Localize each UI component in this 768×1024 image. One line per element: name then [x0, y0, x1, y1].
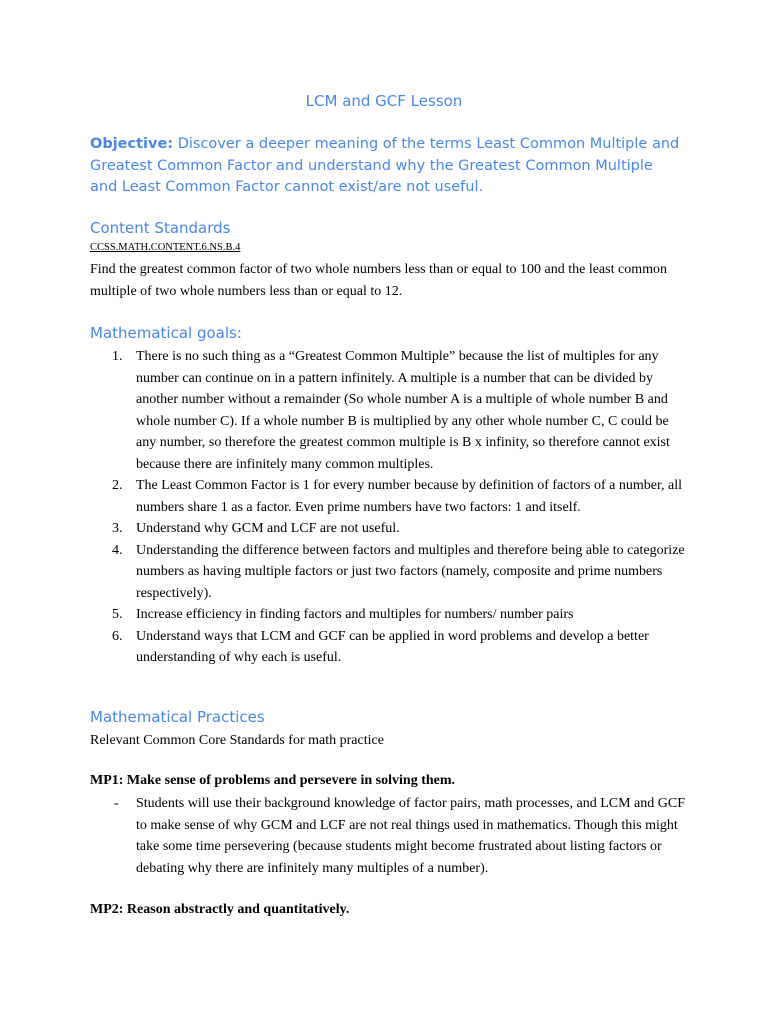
- list-item-text: Understanding the difference between factors and multiples and therefore being able to categorize numbers as having multiple factors or just two factors (namely, composite and prime numbers respectively).: [136, 542, 685, 601]
- list-item: [90, 604, 690, 626]
- list-item: [90, 518, 690, 540]
- page-title: LCM and GCF Lesson: [305, 92, 463, 110]
- list-item-text: Understand ways that LCM and GCF can be applied in word problems and develop a better understanding of why each is useful.: [136, 628, 649, 665]
- list-item: [90, 626, 690, 669]
- list-number: 6.: [112, 628, 123, 644]
- list-number: 1.: [112, 349, 123, 364]
- list-item: [90, 540, 690, 605]
- content-standards-text: Find the greatest common factor of two whole numbers less than or equal to 100 and the least common multiple of two whole numbers less than or equal to 12.: [90, 262, 667, 299]
- mathematical-goals-heading: Mathematical goals:: [90, 324, 242, 342]
- list-item-text: Students will use their background knowledge of factor pairs, math processes, and LCM and GCF to make sense of why GCM and LCF are not real things used in mathematics. Though this might take some time persevering (because students might become frustrated about listing factors or debating why there are infinitely many multiples of a number).: [136, 796, 686, 876]
- dash-bullet: -: [114, 796, 119, 811]
- list-number: 5.: [112, 607, 123, 622]
- mp1-heading: MP1: Make sense of problems and persevere in solving them.: [90, 773, 456, 788]
- standard-code-link[interactable]: CCSS.MATH.CONTENT.6.NS.B.4: [90, 242, 241, 253]
- list-item-text: Increase efficiency in finding factors and multiples for numbers/ number pairs: [136, 607, 574, 622]
- list-item-text: There is no such thing as a “Greatest Common Multiple” because the list of multiples for any number can continue on in a pattern infinitely. A multiple is a number that can be divided by another number without a remainder (So whole number A is a multiple of whole number B and whole number C). If a whole number B is multiplied by any other whole number C, C could be any number, so therefore the greatest common multiple is B x infinity, so therefore cannot exist because there are infinitely many common multiples.: [136, 349, 670, 472]
- list-item: [90, 793, 690, 879]
- list-item-text: The Least Common Factor is 1 for every number because by definition of factors of a number, all numbers share 1 as a factor. Even prime numbers have two factors: 1 and itself.: [136, 478, 683, 515]
- objective-label: Objective:: [90, 136, 174, 152]
- mp2-heading: MP2: Reason abstractly and quantitatively.: [90, 902, 350, 917]
- list-item: [90, 346, 690, 475]
- goals-list: [90, 346, 690, 669]
- list-item: [90, 475, 690, 518]
- list-number: 3.: [112, 521, 123, 536]
- content-standards-heading: Content Standards: [90, 219, 231, 237]
- list-number: 4.: [112, 542, 123, 558]
- objective-text: Discover a deeper meaning of the terms Least Common Multiple and Greatest Common Factor and understand why the Greatest Common Multiple and Least Common Factor cannot exist/are not useful.: [90, 136, 680, 195]
- practices-intro: Relevant Common Core Standards for math practice: [90, 733, 384, 748]
- objective-paragraph: [90, 134, 680, 199]
- list-item-text: Understand why GCM and LCF are not useful.: [136, 521, 400, 536]
- mathematical-practices-heading: Mathematical Practices: [90, 708, 265, 726]
- list-number: 2.: [112, 478, 123, 493]
- mp1-list: [90, 793, 690, 879]
